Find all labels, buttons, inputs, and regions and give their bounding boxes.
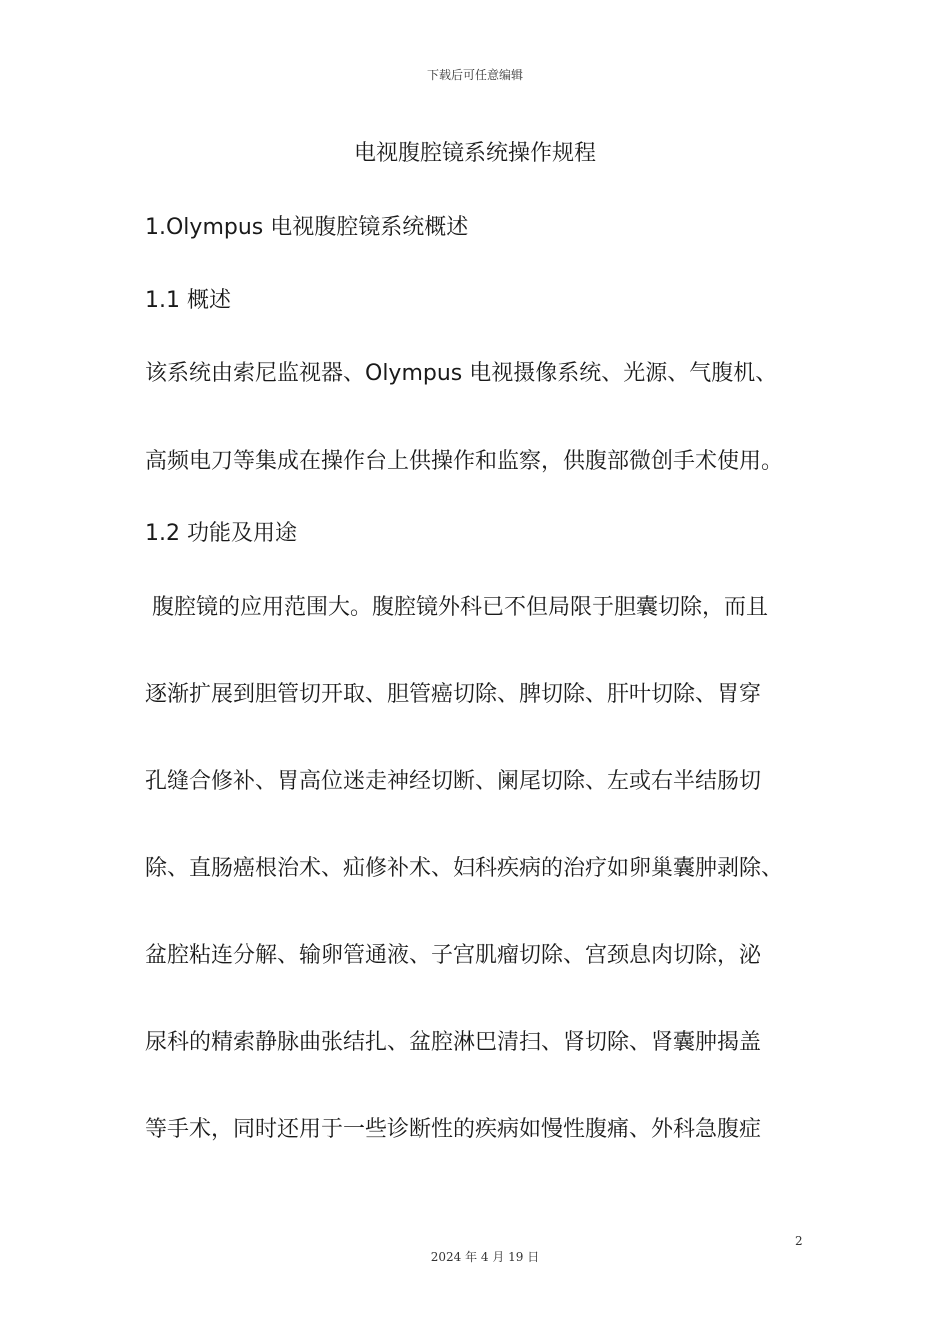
paragraph-line: 尿科的精索静脉曲张结扎、盆腔淋巴清扫、肾切除、肾囊肿揭盖 [145,1030,762,1055]
paragraph-line: 盆腔粘连分解、输卵管通液、子宫肌瘤切除、宫颈息肉切除，泌 [145,943,762,968]
paragraph-line: 除、直肠癌根治术、疝修补术、妇科疾病的治疗如卵巢囊肿剥除、 [145,856,784,881]
paragraph-line: 孔缝合修补、胃高位迷走神经切断、阑尾切除、左或右半结肠切 [145,769,762,794]
header-note: 下载后可任意编辑 [426,68,523,82]
paragraph-line: 该系统由索尼监视器、Olympus 电视摄像系统、光源、气腹机、 [145,361,778,386]
paragraph-line: 逐渐扩展到胆管切开取、胆管癌切除、脾切除、肝叶切除、胃穿 [145,682,762,707]
section-1-heading: 1.Olympus 电视腹腔镜系统概述 [145,215,469,240]
paragraph-line: 腹腔镜的应用范围大。腹腔镜外科已不但局限于胆囊切除，而且 [145,595,768,620]
document-title: 电视腹腔镜系统操作规程 [353,141,596,166]
paragraph-line: 高频电刀等集成在操作台上供操作和监察，供腹部微创手术使用。 [145,449,784,474]
footer-date: 2024 年 4 月 19 日 [430,1250,540,1264]
section-1-1-heading: 1.1 概述 [145,288,231,313]
paragraph-line: 等手术，同时还用于一些诊断性的疾病如慢性腹痛、外科急腹症 [145,1117,762,1142]
page-number: 2 [795,1234,803,1248]
section-1-2-heading: 1.2 功能及用途 [145,521,297,546]
